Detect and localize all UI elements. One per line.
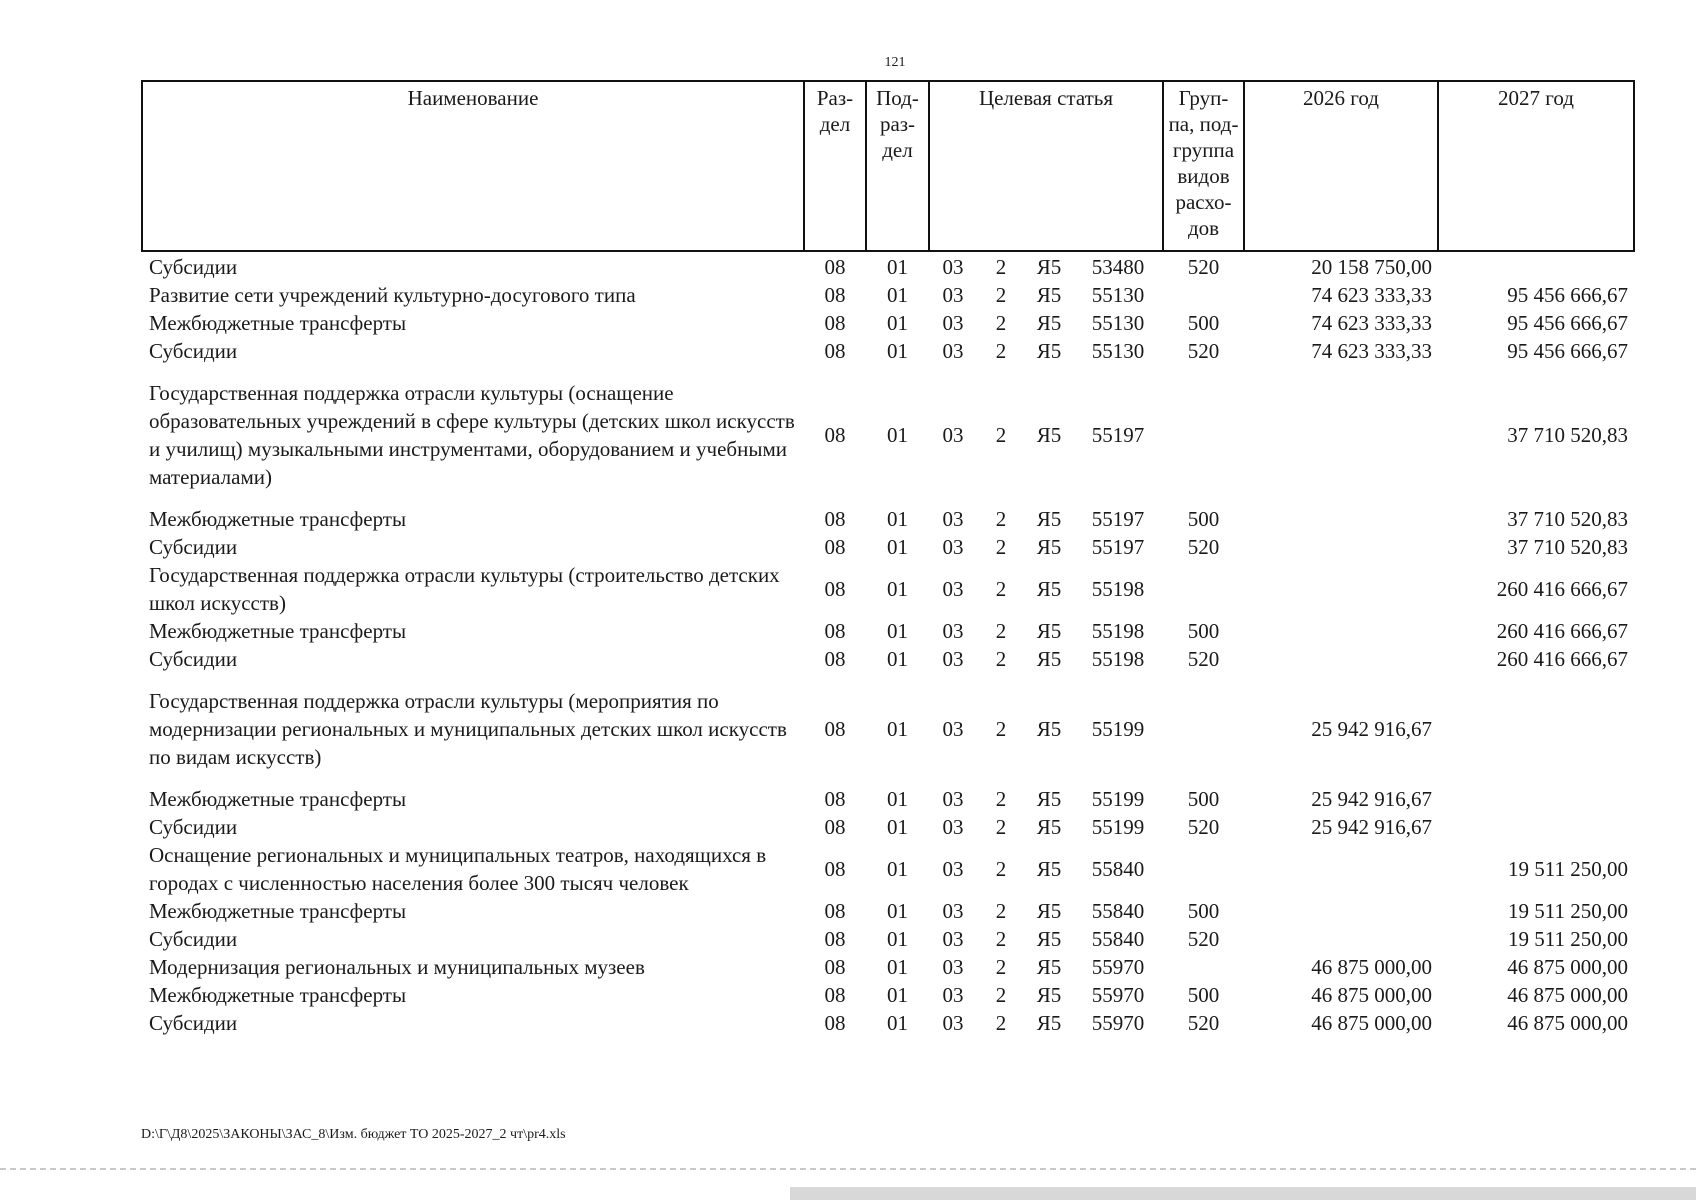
cell-t3: Я5	[1036, 955, 1062, 979]
cell-t4: 53480	[1091, 255, 1145, 279]
cell-t1: 03	[942, 787, 964, 811]
cell-name: Модернизация региональных и муниципальных музеев	[149, 955, 645, 979]
cell-group: 500	[1187, 899, 1220, 923]
table-row	[142, 337, 1634, 365]
cell-y2027: 37 710 520,83	[1507, 423, 1628, 447]
cell-y2026: 20 158 750,00	[1311, 255, 1432, 279]
cell-t3: Я5	[1036, 983, 1062, 1007]
cell-t1: 03	[942, 423, 964, 447]
cell-y2027: 19 511 250,00	[1508, 857, 1628, 881]
cell-name: Субсидии	[149, 927, 238, 951]
cell-podrazdel: 01	[887, 983, 908, 1007]
cell-y2026	[1244, 841, 1438, 897]
cell-razdel: 08	[824, 339, 846, 363]
cell-y2027: 37 710 520,83	[1507, 535, 1628, 559]
cell-y2026: 25 942 916,67	[1311, 717, 1432, 741]
cell-t3: Я5	[1036, 535, 1062, 559]
table-row	[142, 617, 1634, 645]
cell-t4: 55198	[1091, 647, 1145, 671]
cell-t2: 2	[995, 815, 1007, 839]
table-row	[142, 897, 1634, 925]
header-razdel	[804, 81, 866, 251]
footer-file-path: D:\Г\Д8\2025\ЗАКОНЫ\ЗАС_8\Изм. бюджет ТО 2025-2027_2 чт\pr4.xls	[141, 1127, 566, 1142]
cell-y2026	[1244, 561, 1438, 617]
cell-podrazdel: 01	[887, 717, 908, 741]
table-row	[142, 1009, 1634, 1037]
cell-name: Межбюджетные трансферты	[149, 311, 407, 335]
budget-table	[141, 80, 1635, 1037]
cell-razdel: 08	[824, 255, 846, 279]
cell-y2027	[1438, 785, 1634, 813]
cell-t4: 55130	[1091, 283, 1145, 307]
cell-name: Межбюджетные трансферты	[149, 787, 407, 811]
cell-t1: 03	[942, 927, 964, 951]
cell-name: Субсидии	[149, 255, 238, 279]
cell-t1: 03	[942, 535, 964, 559]
header-2027: 2027 год	[1438, 81, 1634, 251]
header-group-text: Груп- па, под- группа видов расхо- дов	[1168, 86, 1239, 240]
cell-t3: Я5	[1036, 577, 1062, 601]
table-row	[142, 925, 1634, 953]
cell-group: 500	[1187, 619, 1220, 643]
cell-t3: Я5	[1036, 647, 1062, 671]
cell-t1: 03	[942, 507, 964, 531]
cell-group: 520	[1187, 1011, 1220, 1035]
cell-group	[1163, 365, 1244, 505]
cell-t1: 03	[942, 311, 964, 335]
cell-razdel: 08	[824, 647, 846, 671]
cell-t2: 2	[995, 1011, 1007, 1035]
cell-t3: Я5	[1036, 899, 1062, 923]
cell-group: 500	[1187, 983, 1220, 1007]
cell-t2: 2	[995, 507, 1007, 531]
cell-t4: 55197	[1091, 535, 1145, 559]
cell-t3: Я5	[1036, 255, 1062, 279]
cell-group: 500	[1187, 507, 1220, 531]
cell-y2027: 95 456 666,67	[1507, 311, 1628, 335]
table-row	[142, 813, 1634, 841]
table-row	[142, 841, 1634, 897]
cell-t2: 2	[995, 927, 1007, 951]
cell-name: Субсидии	[149, 815, 238, 839]
table-row	[142, 533, 1634, 561]
cell-group	[1163, 281, 1244, 309]
cell-t1: 03	[942, 717, 964, 741]
cell-t4: 55970	[1091, 1011, 1145, 1035]
cell-y2026	[1244, 533, 1438, 561]
cell-razdel: 08	[824, 311, 846, 335]
cell-podrazdel: 01	[887, 535, 908, 559]
cell-y2026: 74 623 333,33	[1311, 311, 1432, 335]
cell-t1: 03	[942, 899, 964, 923]
cell-y2026	[1244, 617, 1438, 645]
cell-razdel: 08	[824, 787, 846, 811]
cell-name: Государственная поддержка отрасли культуры (оснащение образовательных учреждений в сфере культуры (детских школ искусств и училищ) музыкальными инструментами, оборудованием и учебными материалами)	[149, 381, 795, 489]
cell-t4: 55199	[1091, 717, 1145, 741]
cell-razdel: 08	[824, 857, 846, 881]
cell-group	[1163, 561, 1244, 617]
cell-t2: 2	[995, 311, 1007, 335]
cell-podrazdel: 01	[887, 927, 908, 951]
cell-podrazdel: 01	[887, 647, 908, 671]
cell-name: Межбюджетные трансферты	[149, 899, 407, 923]
cell-y2027	[1438, 673, 1634, 785]
cell-y2026: 46 875 000,00	[1311, 955, 1432, 979]
cell-t1: 03	[942, 619, 964, 643]
cell-t4: 55197	[1091, 507, 1145, 531]
cell-group	[1163, 673, 1244, 785]
cell-podrazdel: 01	[887, 311, 908, 335]
cell-y2026	[1244, 925, 1438, 953]
cell-y2027: 260 416 666,67	[1496, 647, 1628, 671]
cell-t2: 2	[995, 717, 1007, 741]
cell-y2027: 46 875 000,00	[1507, 1011, 1628, 1035]
cell-y2027: 19 511 250,00	[1508, 927, 1628, 951]
cell-name: Межбюджетные трансферты	[149, 619, 407, 643]
header-target: Целевая статья	[929, 81, 1163, 251]
scan-shadow	[790, 1187, 1696, 1200]
table-row	[142, 673, 1634, 785]
cell-t2: 2	[995, 787, 1007, 811]
cell-razdel: 08	[824, 983, 846, 1007]
header-podrazdel	[866, 81, 929, 251]
table-row	[142, 645, 1634, 673]
cell-t3: Я5	[1036, 507, 1062, 531]
cell-t4: 55840	[1091, 927, 1145, 951]
cell-t2: 2	[995, 423, 1007, 447]
table-row	[142, 309, 1634, 337]
cell-podrazdel: 01	[887, 577, 908, 601]
cell-y2027: 260 416 666,67	[1496, 577, 1628, 601]
cell-podrazdel: 01	[887, 255, 908, 279]
cell-group	[1163, 953, 1244, 981]
cell-podrazdel: 01	[887, 899, 908, 923]
cell-y2026: 46 875 000,00	[1311, 983, 1432, 1007]
cell-razdel: 08	[824, 717, 846, 741]
cell-t4: 55198	[1091, 577, 1145, 601]
cell-podrazdel: 01	[887, 1011, 908, 1035]
cell-y2027: 260 416 666,67	[1496, 619, 1628, 643]
cell-t4: 55970	[1091, 955, 1145, 979]
cell-t1: 03	[942, 577, 964, 601]
cell-y2027: 46 875 000,00	[1507, 983, 1628, 1007]
cell-name: Субсидии	[149, 1011, 238, 1035]
scan-edge-line	[0, 1168, 1696, 1170]
cell-t1: 03	[942, 339, 964, 363]
cell-razdel: 08	[824, 535, 846, 559]
cell-t4: 55840	[1091, 857, 1145, 881]
cell-t3: Я5	[1036, 619, 1062, 643]
table-row	[142, 785, 1634, 813]
cell-y2026	[1244, 365, 1438, 505]
cell-group: 520	[1187, 815, 1220, 839]
cell-t1: 03	[942, 955, 964, 979]
cell-t1: 03	[942, 815, 964, 839]
cell-t3: Я5	[1036, 339, 1062, 363]
cell-t1: 03	[942, 983, 964, 1007]
cell-y2027: 46 875 000,00	[1507, 955, 1628, 979]
cell-t2: 2	[995, 857, 1007, 881]
cell-razdel: 08	[824, 577, 846, 601]
cell-y2026: 25 942 916,67	[1311, 787, 1432, 811]
table-row	[142, 281, 1634, 309]
cell-t4: 55199	[1091, 815, 1145, 839]
cell-t3: Я5	[1036, 311, 1062, 335]
cell-group: 520	[1187, 647, 1220, 671]
table-row	[142, 365, 1634, 505]
cell-t4: 55198	[1091, 619, 1145, 643]
header-2026: 2026 год	[1244, 81, 1438, 251]
cell-t3: Я5	[1036, 283, 1062, 307]
header-name: Наименование	[142, 81, 804, 251]
table-row	[142, 505, 1634, 533]
cell-group: 500	[1187, 787, 1220, 811]
cell-t1: 03	[942, 1011, 964, 1035]
cell-y2026: 74 623 333,33	[1311, 283, 1432, 307]
cell-podrazdel: 01	[887, 507, 908, 531]
cell-t3: Я5	[1036, 815, 1062, 839]
cell-name: Субсидии	[149, 535, 238, 559]
cell-y2026	[1244, 645, 1438, 673]
cell-t3: Я5	[1036, 787, 1062, 811]
cell-t2: 2	[995, 647, 1007, 671]
cell-podrazdel: 01	[887, 857, 908, 881]
cell-t2: 2	[995, 983, 1007, 1007]
cell-razdel: 08	[824, 815, 846, 839]
cell-name: Субсидии	[149, 647, 238, 671]
cell-t3: Я5	[1036, 857, 1062, 881]
cell-t1: 03	[942, 283, 964, 307]
cell-t1: 03	[942, 255, 964, 279]
cell-t4: 55199	[1091, 787, 1145, 811]
cell-y2027	[1438, 251, 1634, 281]
table-body	[142, 251, 1634, 1037]
cell-t2: 2	[995, 283, 1007, 307]
header-podrazdel-text: Под- раз- дел	[876, 86, 919, 162]
cell-t2: 2	[995, 955, 1007, 979]
cell-podrazdel: 01	[887, 619, 908, 643]
cell-name: Субсидии	[149, 339, 238, 363]
cell-podrazdel: 01	[887, 283, 908, 307]
cell-t3: Я5	[1036, 423, 1062, 447]
cell-t3: Я5	[1036, 927, 1062, 951]
cell-name: Межбюджетные трансферты	[149, 507, 407, 531]
cell-podrazdel: 01	[887, 955, 908, 979]
cell-t2: 2	[995, 255, 1007, 279]
table-row	[142, 981, 1634, 1009]
table-row	[142, 953, 1634, 981]
cell-name: Государственная поддержка отрасли культуры (строительство детских школ искусств)	[149, 563, 780, 615]
cell-t2: 2	[995, 535, 1007, 559]
header-group	[1163, 81, 1244, 251]
table-row	[142, 251, 1634, 281]
cell-name: Межбюджетные трансферты	[149, 983, 407, 1007]
cell-razdel: 08	[824, 507, 846, 531]
cell-name: Оснащение региональных и муниципальных театров, находящихся в городах с численностью населения более 300 тысяч человек	[149, 843, 767, 895]
table-row	[142, 561, 1634, 617]
cell-podrazdel: 01	[887, 815, 908, 839]
cell-t1: 03	[942, 857, 964, 881]
cell-razdel: 08	[824, 1011, 846, 1035]
cell-t2: 2	[995, 899, 1007, 923]
cell-y2026: 74 623 333,33	[1311, 339, 1432, 363]
cell-group: 520	[1187, 927, 1220, 951]
cell-y2027: 95 456 666,67	[1507, 283, 1628, 307]
cell-razdel: 08	[824, 927, 846, 951]
cell-t4: 55840	[1091, 899, 1145, 923]
cell-group: 520	[1187, 255, 1220, 279]
cell-t4: 55197	[1091, 423, 1145, 447]
cell-y2027	[1438, 813, 1634, 841]
cell-group: 500	[1187, 311, 1220, 335]
cell-y2026: 46 875 000,00	[1311, 1011, 1432, 1035]
cell-y2026	[1244, 897, 1438, 925]
header-razdel-text: Раз- дел	[816, 86, 854, 136]
cell-razdel: 08	[824, 619, 846, 643]
cell-name: Развитие сети учреждений культурно-досугового типа	[149, 283, 636, 307]
cell-y2027: 19 511 250,00	[1508, 899, 1628, 923]
cell-y2027: 95 456 666,67	[1507, 339, 1628, 363]
cell-t2: 2	[995, 339, 1007, 363]
cell-t2: 2	[995, 619, 1007, 643]
cell-t4: 55130	[1091, 339, 1145, 363]
cell-podrazdel: 01	[887, 787, 908, 811]
cell-group	[1163, 841, 1244, 897]
cell-y2027: 37 710 520,83	[1507, 507, 1628, 531]
cell-y2026	[1244, 505, 1438, 533]
cell-t4: 55970	[1091, 983, 1145, 1007]
cell-group: 520	[1187, 339, 1220, 363]
page-number: 121	[884, 55, 906, 70]
cell-razdel: 08	[824, 283, 846, 307]
cell-razdel: 08	[824, 899, 846, 923]
cell-t4: 55130	[1091, 311, 1145, 335]
cell-t3: Я5	[1036, 1011, 1062, 1035]
cell-y2026: 25 942 916,67	[1311, 815, 1432, 839]
cell-podrazdel: 01	[887, 423, 908, 447]
cell-group: 520	[1187, 535, 1220, 559]
cell-razdel: 08	[824, 423, 846, 447]
cell-razdel: 08	[824, 955, 846, 979]
cell-t3: Я5	[1036, 717, 1062, 741]
cell-podrazdel: 01	[887, 339, 908, 363]
cell-name: Государственная поддержка отрасли культуры (мероприятия по модернизации региональных и муниципальных детских школ искусств по видам искусств)	[149, 689, 787, 769]
cell-t2: 2	[995, 577, 1007, 601]
cell-t1: 03	[942, 647, 964, 671]
